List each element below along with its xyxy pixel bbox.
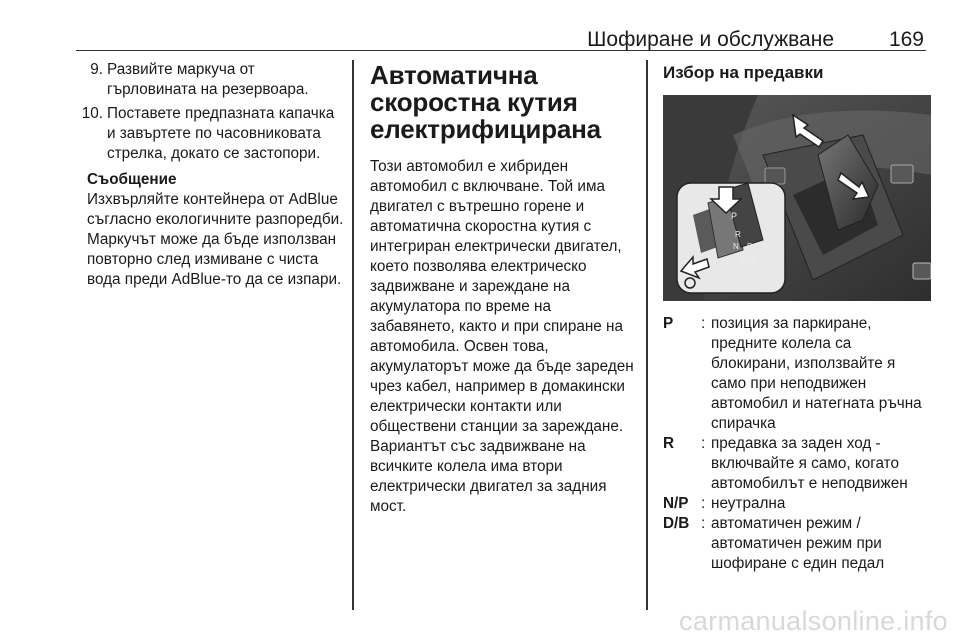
legend-desc: неутрална bbox=[711, 495, 786, 512]
note-text: Изхвърляйте контейнера от AdBlue съгласно екологичните разпоредби. Маркучът може да бъде използван повторно след измиване с чиста вода преди AdBlue-то да се изпари. bbox=[87, 191, 344, 288]
gear-label-r: R bbox=[735, 230, 741, 239]
legend-key: R bbox=[663, 435, 675, 452]
gear-label-n: N bbox=[733, 242, 739, 251]
header-title: Шофиране и обслужване bbox=[587, 28, 834, 51]
legend-desc: автоматичен режим / автоматичен режим при шофиране с един педал bbox=[711, 515, 885, 572]
legend-desc: предавка за заден ход - включвайте я само, когато автомобилът е неподвижен bbox=[711, 435, 908, 492]
column-divider bbox=[646, 60, 648, 610]
page-number: 169 bbox=[888, 28, 924, 51]
column-middle bbox=[370, 60, 638, 517]
section-body: Този автомобил е хибриден автомобил с включване. Той има двигател с вътрешно горене и автоматична скоростна кутия с интегриран електрически двигател, което позволява електрическо задвижване и зареждане на акумулатора по време на забавянето, както и при спиране на автомобила. Освен това, акумулаторът може да бъде зареден чрез кабел, например в домакински електрически контакти или обществени станции за зареждане. Вариантът със задвижване на всичките колела има втори електрически двигател за задния мост. bbox=[370, 158, 634, 515]
legend-row: R : предавка за заден ход - включвайте я само, когато автомобилът е неподвижен bbox=[663, 434, 933, 494]
legend-key: N/P bbox=[663, 495, 689, 512]
note-title: Съобщение bbox=[87, 171, 177, 188]
gear-label-db: D/B bbox=[741, 256, 755, 265]
column-right bbox=[663, 60, 933, 574]
legend-row: P : позиция за паркиране, предните колела са блокирани, използвайте я само при неподвижен автомобил и натегната ръчна спирачка bbox=[663, 314, 933, 434]
legend-row: N/P : неутрална bbox=[663, 494, 933, 514]
legend-key: P bbox=[663, 315, 674, 332]
legend-key: D/B bbox=[663, 515, 690, 532]
gear-legend bbox=[663, 314, 933, 574]
column-left bbox=[76, 60, 346, 290]
item-number: 10. bbox=[81, 105, 103, 122]
page-header bbox=[76, 28, 926, 51]
column-divider bbox=[352, 60, 354, 610]
item-number: 9. bbox=[90, 61, 103, 78]
numbered-item bbox=[76, 60, 346, 100]
gear-label-p: P bbox=[731, 211, 738, 221]
numbered-item bbox=[76, 104, 346, 164]
section-heading: Автоматична скоростна кутия електрифицирана bbox=[370, 60, 601, 144]
item-text: Поставете предпазната капачка и завъртете по часовниковата стрелка, докато се застопори. bbox=[107, 105, 335, 162]
subsection-heading: Избор на предавки bbox=[663, 63, 824, 82]
gear-label-p2: P bbox=[747, 242, 753, 251]
watermark: carmanualsonline.info bbox=[679, 606, 948, 636]
gear-selector-illustration bbox=[663, 95, 931, 301]
legend-row: D/B : автоматичен режим / автоматичен режим при шофиране с един педал bbox=[663, 514, 933, 574]
item-text: Развийте маркуча от гърловината на резервоара. bbox=[107, 61, 309, 98]
legend-desc: позиция за паркиране, предните колела са блокирани, използвайте я само при неподвижен автомобил и натегната ръчна спирачка bbox=[711, 315, 922, 432]
